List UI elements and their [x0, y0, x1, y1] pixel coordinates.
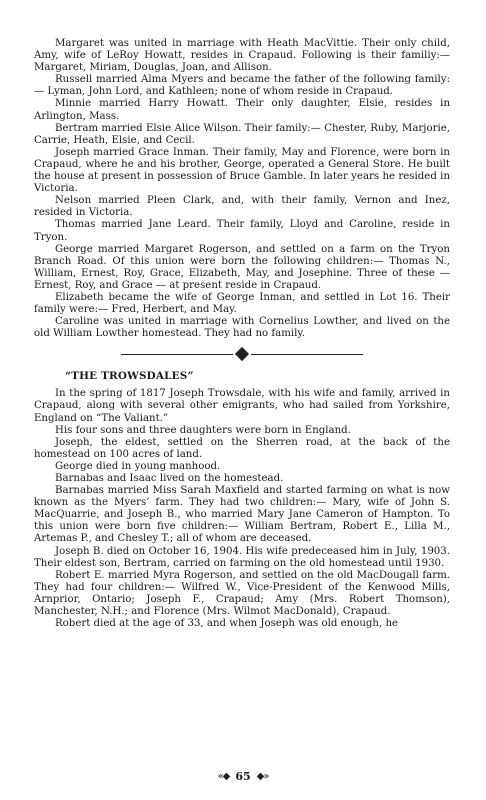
paragraph: His four sons and three daughters were born in England. — [55, 424, 351, 436]
paragraph: Robert E. married Myra Rogerson, and settled on the old MacDougall farm. They had four children:— Wilfred W., Vice-President of the Kenwood Mills, Arnprior, Ontario; Joseph F., Crapaud; Amy (Mrs. Robert Thomson), Manchester, N.H.; and Florence (Mrs. Wilmot MacDonald), Crapaud. — [34, 569, 450, 618]
paragraph: Nelson married Pleen Clark, and, with their family, Vernon and Inez, resided in Victoria. — [34, 195, 450, 219]
paragraph: Robert died at the age of 33, and when Joseph was old enough, he — [55, 618, 399, 630]
paragraph: Barnabas married Miss Sarah Maxfield and started farming on what is now known as the Myers’ farm. They had two children:— Mary, wife of John S. MacQuarrie, and Joseph B., who married Mary Jane Cameron of Hampton. To this union were born five children:— William Bertram, Robert E., Lilla M., Artemas P., and Chesley T.; all of whom are deceased. — [34, 485, 450, 545]
paragraph: Barnabas and Isaac lived on the homestead. — [55, 473, 284, 484]
paragraph: Russell married Alma Myers and became the father of the following family:— Lyman, John Lord, and Kathleen; none of whom reside in Crapaud. — [34, 74, 450, 98]
ornament-right-icon: ◆» — [256, 771, 269, 782]
paragraph: Joseph, the eldest, settled on the Sherren road, at the back of the homestead on 100 acres of land. — [34, 436, 450, 460]
paragraph: Elizabeth became the wife of George Inman, and settled in Lot 16. Their family were:— Fred, Herbert, and May. — [34, 291, 450, 316]
paragraph: George married Margaret Rogerson, and settled on a farm on the Tryon Branch Road. Of this union were born the following children:— Thomas N., William, Ernest, Roy, Grace, Elizabeth, May, and Josephine. Three of these — Ernest, Roy, and Grace — at present reside in Crapaud. — [34, 243, 450, 291]
paragraph: In the spring of 1817 Joseph Trowsdale, with his wife and family, arrived in Crapaud, along with several other emigrants, who had sailed from Yorkshire, England on “The Valiant.” — [34, 388, 450, 424]
trowsdale-paragraphs — [34, 388, 450, 630]
paragraph: George died in young manhood. — [55, 460, 221, 472]
paragraph: Joseph B. died on October 16, 1904. His wife predeceased him in July, 1903. Their eldest son, Bertram, carried on farming on the old homestead until 1930. — [34, 545, 450, 569]
paragraph: Thomas married Jane Leard. Their family, Lloyd and Caroline, reside in Tryon. — [34, 219, 450, 243]
paragraph: Margaret was united in marriage with Heath MacVittie. Their only child, Amy, wife of LeRoy Howatt, resides in Crapaud. Following is their familiy:— Margaret, Miriam, Douglas, Joan, and Allison. — [34, 38, 450, 74]
divider-line-right — [251, 354, 363, 356]
paragraph: Minnie married Harry Howatt. Their only daughter, Elsie, resides in Arlington, Mass. — [34, 98, 450, 122]
ornament-left-icon: «◆ — [217, 771, 230, 782]
paragraph: Caroline was united in marriage with Cornelius Lowther, and lived on the old William Lowther homestead. They had no family. — [34, 316, 450, 340]
paragraph: Joseph married Grace Inman. Their family, May and Florence, were born in Crapaud, where he and his brother, George, operated a General Store. He built the house at present in possession of Bruce Gamble. In later years he resided in Victoria. — [34, 146, 450, 195]
section-divider — [34, 340, 450, 368]
page-number: 65 — [235, 770, 251, 783]
divider-line-left — [121, 354, 233, 356]
diamond-icon — [235, 347, 249, 361]
family-paragraphs — [34, 38, 450, 340]
paragraph: Bertram married Elsie Alice Wilson. Their family:— Chester, Ruby, Marjorie, Carrie, Heath, Elsie, and Cecil. — [34, 122, 450, 146]
page-footer — [0, 770, 486, 783]
section-heading: “THE TROWSDALES” — [65, 370, 194, 383]
